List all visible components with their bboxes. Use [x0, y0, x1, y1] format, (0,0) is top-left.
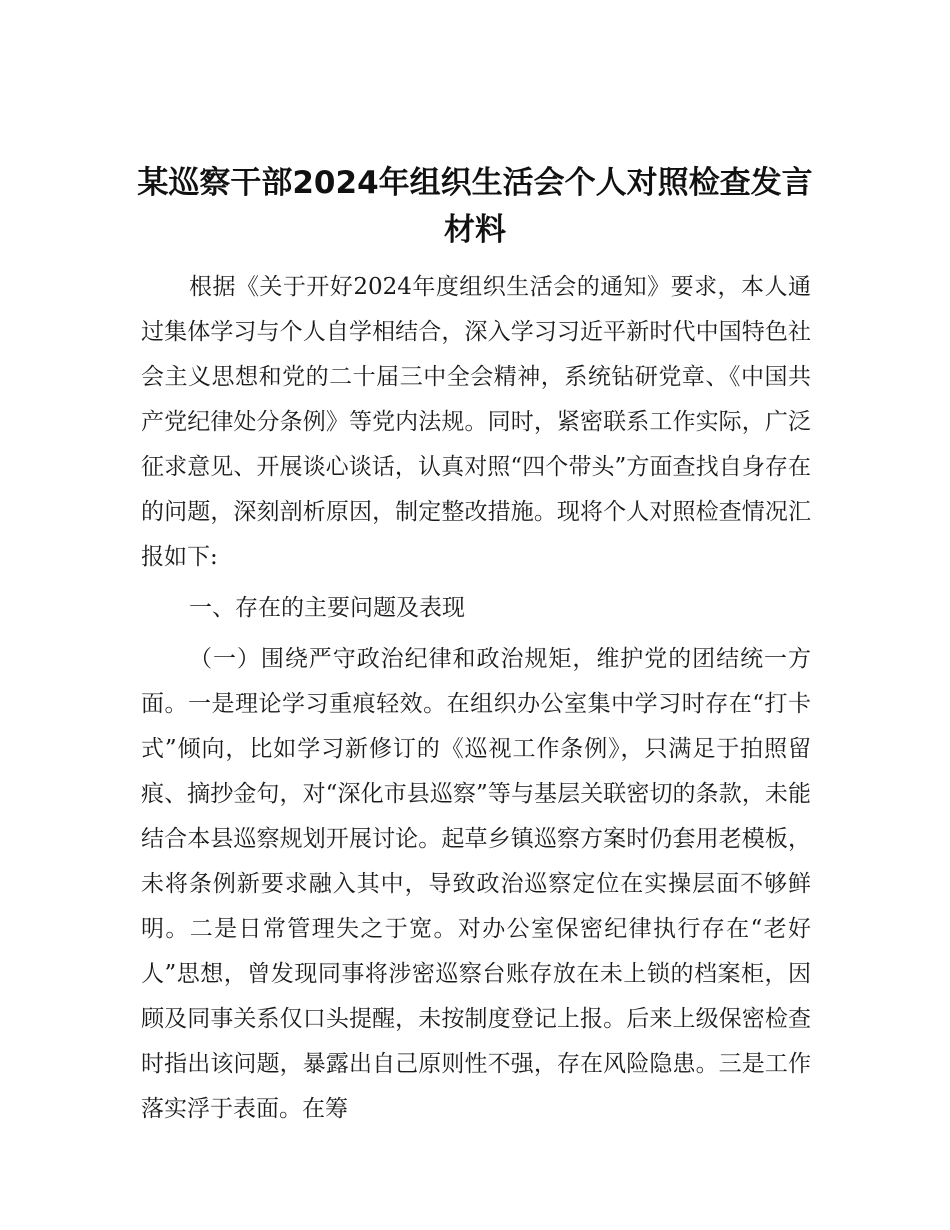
document-title: 某巡察干部2024年组织生活会个人对照检查发言材料: [137, 165, 813, 248]
document-body: [141, 265, 811, 1132]
section-paragraph: （一）围绕严守政治纪律和政治规矩，维护党的团结统一方面。一是理论学习重痕轻效。在组织办公室集中学习时存在“打卡式”倾向，比如学习新修订的《巡视工作条例》，只满足于拍照留痕、摘抄金句，对“深化市县巡察”等与基层关联密切的条款，未能结合本县巡察规划开展讨论。起草乡镇巡察方案时仍套用老模板，未将条例新要求融入其中，导致政治巡察定位在实操层面不够鲜明。二是日常管理失之于宽。对办公室保密纪律执行存在“老好人”思想，曾发现同事将涉密巡察台账存放在未上锁的档案柜，因顾及同事关系仅口头提醒，未按制度登记上报。后来上级保密检查时指出该问题，暴露出自己原则性不强，存在风险隐患。三是工作落实浮于表面。在筹: [141, 646, 811, 1122]
section-heading: 一、存在的主要问题及表现: [189, 595, 465, 621]
intro-paragraph: 根据《关于开好2024年度组织生活会的通知》要求，本人通过集体学习与个人自学相结合，深入学习习近平新时代中国特色社会主义思想和党的二十届三中全会精神，系统钻研党章、《中国共产党纪律处分条例》等党内法规。同时，紧密联系工作实际，广泛征求意见、开展谈心谈话，认真对照“四个带头”方面查找自身存在的问题，深刻剖析原因，制定整改措施。现将个人对照检查情况汇报如下:: [141, 274, 811, 570]
